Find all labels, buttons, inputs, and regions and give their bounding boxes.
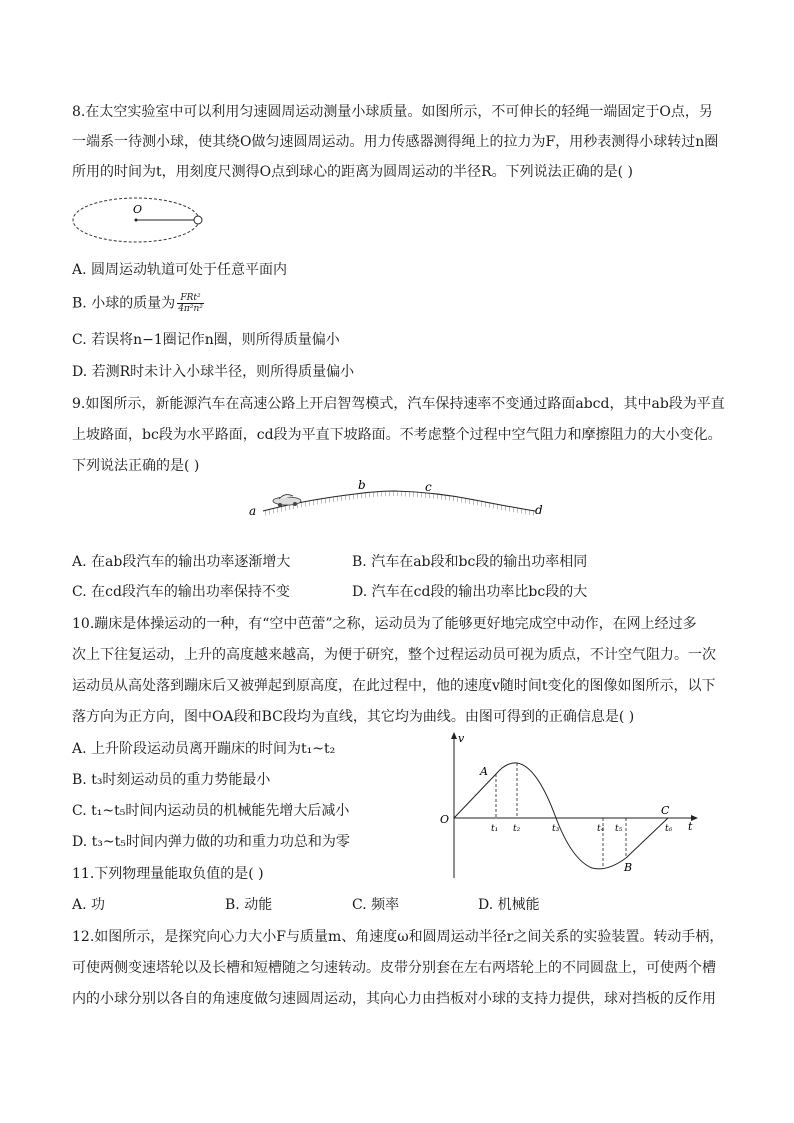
- q8-circular-motion-figure: [70, 195, 210, 250]
- v-axis-label: v: [458, 732, 465, 745]
- point-d-label: d: [535, 503, 543, 517]
- q8-option-b: [72, 293, 204, 314]
- center-dot: [135, 219, 138, 222]
- ball: [194, 216, 202, 224]
- point-c-label: C: [661, 804, 670, 817]
- q8-stem-line-2: 一端系一待测小球，使其绕O做匀速圆周运动。用力传感器测得绳上的拉力为F，用秒表测得小球转过n圈: [72, 134, 719, 150]
- q11-option-c: C. 频率: [352, 897, 400, 913]
- q8-option-a: A. 圆周运动轨道可处于任意平面内: [72, 262, 288, 278]
- fraction-numerator: FRt²: [177, 293, 204, 304]
- q8-option-d: D. 若测R时未计入小球半径，则所得质量偏小: [72, 364, 355, 380]
- tick-t6: t₆: [665, 824, 673, 834]
- q9-stem-line-3: 下列说法正确的是( ): [72, 458, 200, 474]
- q11-option-d: D. 机械能: [478, 897, 540, 913]
- curve-a-to-b: [496, 763, 626, 869]
- q9-option-a: A. 在ab段汽车的输出功率逐渐增大: [72, 554, 291, 570]
- point-a-label: A: [480, 765, 488, 778]
- q10-option-a: A. 上升阶段运动员离开蹦床的时间为t₁~t₂: [72, 741, 336, 757]
- point-a-label: a: [249, 504, 257, 518]
- q9-road-figure: [245, 478, 545, 523]
- tick-t5: t₅: [615, 824, 623, 834]
- q9-option-b: B. 汽车在ab段和bc段的输出功率相同: [352, 554, 588, 570]
- mass-fraction: [177, 293, 204, 314]
- q9-stem-line-2: 上坡路面，bc段为水平路面，cd段为平直下坡路面。不考虑整个过程中空气阻力和摩擦阻力的大小变化。: [72, 427, 722, 443]
- tick-t2: t₂: [513, 824, 521, 834]
- t-axis-label: t: [688, 820, 693, 833]
- point-c-label: c: [425, 480, 432, 494]
- q8-stem-line-3: 所用的时间为t，用刻度尺测得O点到球心的距离为圆周运动的半径R。下列说法正确的是( ): [72, 164, 634, 180]
- origin-label: O: [440, 813, 450, 826]
- fraction-denominator: 4π²n²: [178, 304, 203, 314]
- q10-stem-line-2: 次上下往复运动，上升的高度越来越高，为便于研究，整个过程运动员可视为质点，不计空气阻力。一次: [72, 647, 716, 663]
- tick-t4: t₄: [597, 824, 605, 834]
- segment-oa: [454, 774, 496, 818]
- q11-option-b: B. 动能: [225, 897, 273, 913]
- segment-bc: [626, 818, 668, 858]
- q11-stem: 11.下列物理量能取负值的是( ): [72, 866, 264, 882]
- v-axis-arrow: [451, 732, 457, 739]
- q10-stem-line-4: 落方向为正方向，图中OA段和BC段均为直线，其它均为曲线。由图可得到的正确信息是( ): [72, 709, 635, 725]
- q10-option-c: C. t₁~t₅时间内运动员的机械能先增大后减小: [72, 803, 350, 819]
- q9-option-c: C. 在cd段汽车的输出功率保持不变: [72, 584, 290, 600]
- q12-stem-line-1: 12.如图所示，是探究向心力大小F与质量m、角速度ω和圆周运动半径r之间关系的实验装置。转动手柄，: [72, 929, 724, 945]
- q10-velocity-time-graph: [432, 730, 700, 880]
- q10-option-b: B. t₃时刻运动员的重力势能最小: [72, 772, 271, 788]
- q8-option-b-prefix: B. 小球的质量为: [72, 295, 176, 312]
- tick-t1: t₁: [491, 824, 499, 834]
- point-b-label: B: [624, 861, 633, 874]
- q10-option-d: D. t₃~t₅时间内弹力做的功和重力功总和为零: [72, 834, 350, 850]
- q8-stem-line-1: 8.在太空实验室中可以利用匀速圆周运动测量小球质量。如图所示，不可伸长的轻绳一端固定于O点，另: [72, 104, 713, 120]
- q9-stem-line-1: 9.如图所示，新能源汽车在高速公路上开启智驾模式，汽车保持速率不变通过路面abcd，其中ab段为平直: [72, 396, 725, 412]
- q12-stem-line-3: 内的小球分别以各自的角速度做匀速圆周运动，其向心力由挡板对小球的支持力提供，球对挡板的反作用: [72, 991, 716, 1007]
- q11-option-a: A. 功: [72, 897, 106, 913]
- q10-stem-line-1: 10.蹦床是体操运动的一种，有“空中芭蕾”之称，运动员为了能够更好地完成空中动作，在网上经过多: [72, 616, 697, 632]
- q12-stem-line-2: 可使两侧变速塔轮以及长槽和短槽随之匀速转动。皮带分别套在左右两塔轮上的不同圆盘上，可使两个槽: [72, 960, 716, 976]
- point-b-label: b: [358, 478, 366, 492]
- q8-option-c: C. 若误将n−1圈记作n圈，则所得质量偏小: [72, 332, 340, 348]
- q9-option-d: D. 汽车在cd段的输出功率比bc段的大: [352, 584, 588, 600]
- q10-stem-line-3: 运动员从高处落到蹦床后又被弹起到原高度，在此过程中，他的速度v随时间t变化的图像如图所示，以下: [72, 678, 716, 694]
- tick-t3: t₃: [552, 824, 560, 834]
- center-label: O: [133, 203, 143, 216]
